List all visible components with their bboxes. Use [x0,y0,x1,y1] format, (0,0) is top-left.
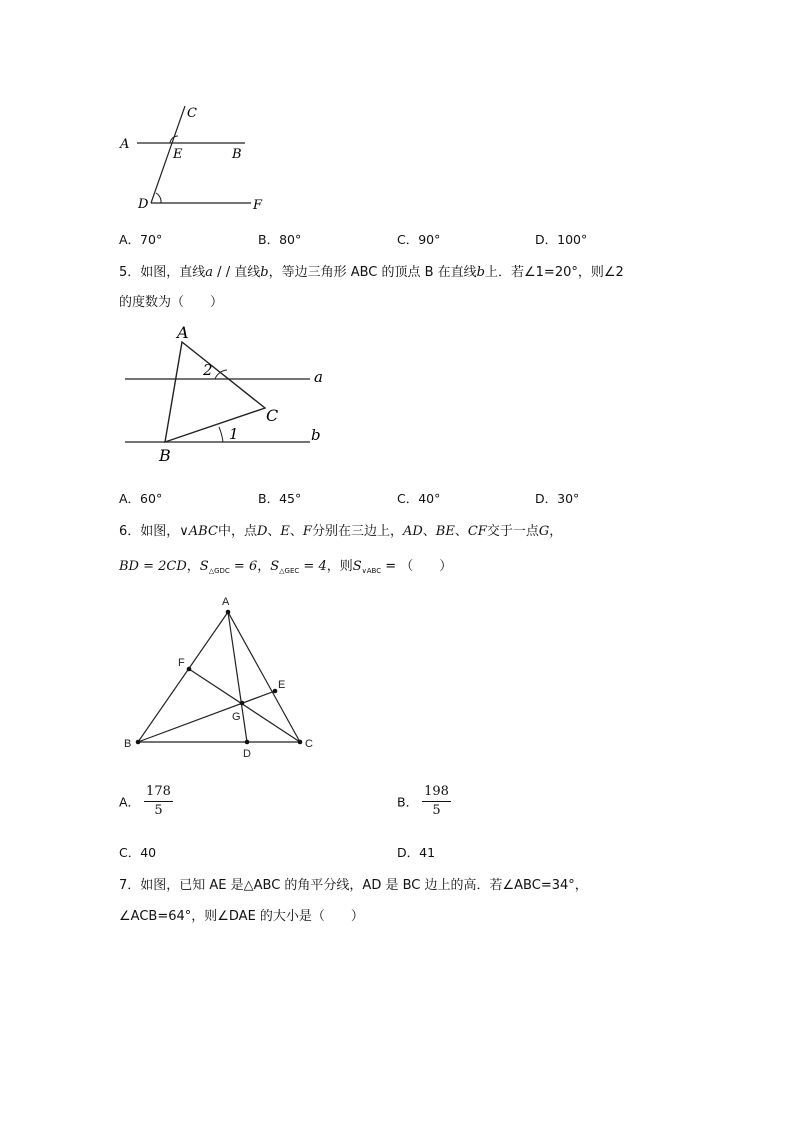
angle-mark-1 [219,427,223,442]
q6-text: ， [549,524,563,539]
q6-area-value: = 4 [299,559,327,574]
fraction-denominator: 5 [154,803,163,818]
point-e [273,689,278,694]
point-b [136,740,141,745]
label-b-q6: B [124,738,132,750]
q6-var: E [280,524,290,539]
q5-text: ，等边三角形 ABC 的顶点 B 在直线 [268,265,477,280]
q6-var: F [302,524,312,539]
label-a-vertex: A [177,323,189,342]
q6-area-symbol: S [352,559,362,574]
q6-text: 、 [289,524,303,539]
angle-mark-e [170,136,178,143]
q6-stem-line1 [119,520,562,539]
angle-mark-d [156,193,161,203]
point-f [187,667,192,672]
q5-stem-line1 [119,261,624,280]
q6-area-subscript: △GEC [279,567,300,575]
label-g-q6: G [232,711,241,723]
q6-text: 、 [422,524,436,539]
triangle-abc-q6 [138,612,300,742]
q6-option-c: C．40 [119,845,157,860]
label-a-q6: A [222,596,230,608]
label-f: F [253,198,263,213]
q6-area-value: = 6 [229,559,258,574]
q4-option-a: A．70° [119,232,163,247]
q6-option-a [119,783,173,820]
q6-text: 中，点 [217,524,257,539]
q5-var-b: b [260,265,269,280]
q6-area-symbol: S [270,559,280,574]
point-g [240,701,245,706]
q6-option-b-fraction [422,783,451,820]
figure-parallel-lines-transversal [115,100,275,215]
label-angle-1: 1 [229,425,239,443]
q6-text: 分别在三边上， [311,524,403,539]
label-c-vertex: C [266,406,279,425]
q4-option-c: C．90° [397,232,441,247]
label-line-a: a [314,368,323,386]
triangle-symbol: ∨ [179,524,189,539]
q6-text: 交于一点 [486,524,539,539]
q6-text: ， [186,559,200,574]
label-f-q6: F [178,657,185,669]
q6-option-a-fraction [144,783,173,820]
label-c: C [187,106,197,121]
point-a [226,610,231,615]
fraction-numerator: 178 [144,783,173,802]
q5-option-c: C．40° [397,491,441,506]
q6-area-subscript: ∨ABC [361,567,382,575]
fraction-denominator: 5 [432,803,441,818]
q6-option-b [397,783,451,820]
q6-var: ABC [188,524,218,539]
q6-text: = （ ） [381,559,453,574]
q6-option-a-label: A． [119,794,141,810]
fraction-numerator: 198 [422,783,451,802]
label-b: B [232,147,242,162]
triangle-abc [165,342,265,442]
q5-var-b: b [476,265,485,280]
point-c [298,740,303,745]
q6-var: G [538,524,550,539]
label-line-b: b [311,426,321,444]
q5-var-a: a [205,265,214,280]
q6-text: ，则 [326,559,353,574]
figure-equilateral-triangle-parallel [115,320,345,470]
q6-var: BE [435,524,455,539]
q5-parallel: / / [213,265,235,280]
segment-be [138,691,275,742]
q6-option-d: D．41 [397,845,436,860]
q4-option-d: D．100° [535,232,588,247]
q6-var: CF [467,524,487,539]
q7-stem-line1: 7．如图，已知 AE 是△ABC 的角平分线，AD 是 BC 边上的高．若∠ABC=34°， [119,878,588,893]
q6-area-symbol: S [199,559,209,574]
q6-text: ， [257,559,271,574]
q5-text: 5．如图，直线 [119,265,206,280]
angle-mark-2 [215,370,227,379]
q6-text: 6．如图， [119,524,180,539]
q5-stem-line2: 的度数为（ ） [119,295,224,310]
q5-option-a: A．60° [119,491,163,506]
q6-area-subscript: △GDC [208,567,230,575]
label-angle-2: 2 [203,361,213,379]
label-d: D [138,197,149,212]
q6-option-b-label: B． [397,794,419,810]
label-e: E [173,147,183,162]
q6-var: D [256,524,268,539]
q7-stem-line2: ∠ACB=64°，则∠DAE 的大小是（ ） [119,909,364,924]
label-d-q6: D [243,748,251,760]
q5-text: 上．若∠1=20°，则∠2 [485,265,624,280]
q6-text: 、 [454,524,468,539]
q6-var: AD [402,524,423,539]
figure-triangle-cevians [118,592,328,762]
q5-option-d: D．30° [535,491,580,506]
point-d [245,740,250,745]
label-a: A [120,137,130,152]
q6-equation: BD = 2CD [119,559,187,574]
q6-text: 、 [267,524,281,539]
q5-option-b: B．45° [258,491,302,506]
q4-option-b: B．80° [258,232,302,247]
q6-stem-line2 [119,555,452,575]
label-e-q6: E [278,679,286,691]
label-b-vertex: B [159,446,171,465]
label-c-q6: C [305,738,313,750]
q5-text: 直线 [234,265,261,280]
